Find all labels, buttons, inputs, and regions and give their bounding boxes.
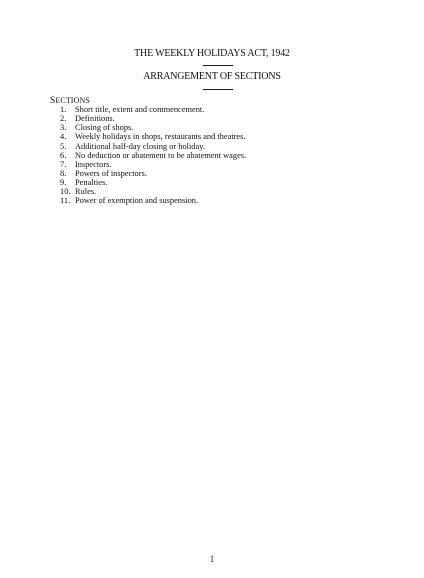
section-item xyxy=(60,132,246,141)
section-title: Penalties. xyxy=(75,178,108,188)
page-number: 1 xyxy=(209,554,215,564)
section-item xyxy=(60,187,246,196)
section-item xyxy=(60,142,246,151)
section-item xyxy=(60,160,246,169)
section-title: Weekly holidays in shops, restaurants and theatres. xyxy=(75,132,246,142)
section-number: 8. xyxy=(60,168,67,178)
section-title: Additional half-day closing or holiday. xyxy=(75,141,205,151)
section-number: 7. xyxy=(60,159,67,169)
section-number: 10. xyxy=(60,187,71,197)
section-item xyxy=(60,105,246,114)
section-list xyxy=(60,105,246,206)
title-divider xyxy=(203,65,233,66)
section-number: 6. xyxy=(60,150,67,160)
section-number: 5. xyxy=(60,141,67,151)
section-number: 4. xyxy=(60,132,67,142)
act-title: THE WEEKLY HOLIDAYS ACT, 1942 xyxy=(134,48,290,59)
section-number: 11. xyxy=(60,196,71,206)
section-title: Definitions. xyxy=(75,114,115,124)
section-title: No deduction or abatement to be abatement wages. xyxy=(75,150,247,160)
section-item xyxy=(60,178,246,187)
section-title: Closing of shops. xyxy=(75,123,134,133)
section-title: Short title, extent and commencement. xyxy=(75,105,205,114)
section-title: Power of exemption and suspension. xyxy=(75,196,199,206)
sections-label-rest: ECTIONS xyxy=(55,96,90,105)
section-item xyxy=(60,123,246,132)
section-number: 9. xyxy=(60,178,67,188)
section-item xyxy=(60,196,246,205)
section-number: 2. xyxy=(60,114,67,124)
arrangement-divider xyxy=(203,89,233,90)
section-item xyxy=(60,169,246,178)
section-title: Powers of inspectors. xyxy=(75,168,147,178)
section-title: Inspectors. xyxy=(75,159,112,169)
section-item xyxy=(60,151,246,160)
section-number: 1. xyxy=(60,105,67,114)
sections-label-initial: S xyxy=(50,96,56,106)
section-title: Rules. xyxy=(75,187,97,197)
section-number: 3. xyxy=(60,123,67,133)
section-item xyxy=(60,114,246,123)
arrangement-heading: ARRANGEMENT OF SECTIONS xyxy=(143,71,281,82)
